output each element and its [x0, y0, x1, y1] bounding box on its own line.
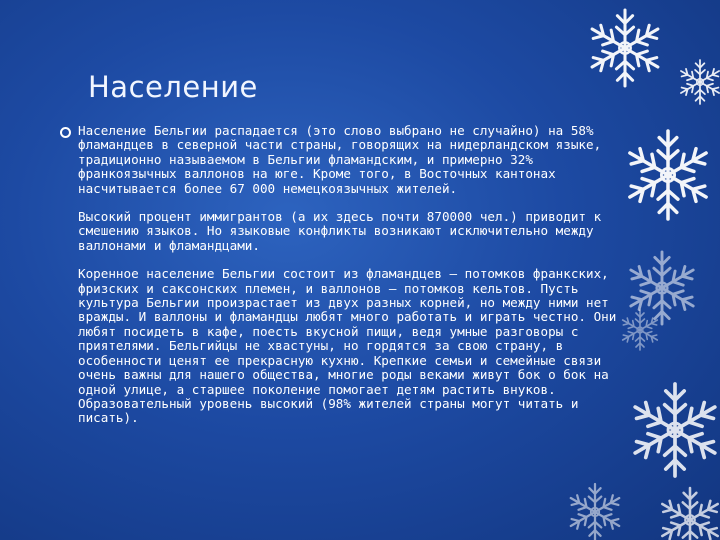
- body-paragraph: Население Бельгии распадается (это слово выбрано не случайно) на 58% фламандцев в северной части страны, говорящих на нидерландском языке, традиционно называемом в Бельгии фламандским, и примерно 32% франкоязычных валлонов на юге. Кроме того, в Восточных кантонах насчитывается более 67 000 немецкоязычных жителей.: [78, 123, 602, 196]
- slide-body: [78, 124, 638, 440]
- slide-title: Население: [88, 70, 258, 104]
- body-paragraph: Коренное население Бельгии состоит из фламандцев – потомков франкских, фризских и саксонских племен, и валлонов – потомков кельтов. Пусть культура Бельгии произрастает из двух разных корней, но между ними нет вражды. И валлоны и фламандцы любят много работать и играть честно. Они любят посидеть в кафе, поесть вкусной пищи, ведя умные разговоры с приятелями. Бельгийцы не хвастуны, но гордятся за свою страну, в особенности ценят ее прекрасную кухню. Крепкие семьи и семейные связи очень важны для нашего общества, многие роды веками живут бок о бок на одной улице, а старшее поколение помогает детям растить внуков. Образовательный уровень высокий (98% жителей страны могут читать и писать).: [78, 266, 617, 426]
- ring-bullet-icon: [60, 127, 71, 138]
- snowflake-icon: [659, 488, 720, 540]
- snowflake-icon: [588, 10, 662, 86]
- body-paragraph: Высокий процент иммигрантов (а их здесь почти 870000 чел.) приводит к смешению языков. Но языковые конфликты возникают исключительно между валлонами и фламандцами.: [78, 209, 602, 253]
- snowflake-icon: [568, 484, 623, 540]
- snowflake-icon: [678, 60, 720, 104]
- snowflake-icon: [630, 384, 720, 476]
